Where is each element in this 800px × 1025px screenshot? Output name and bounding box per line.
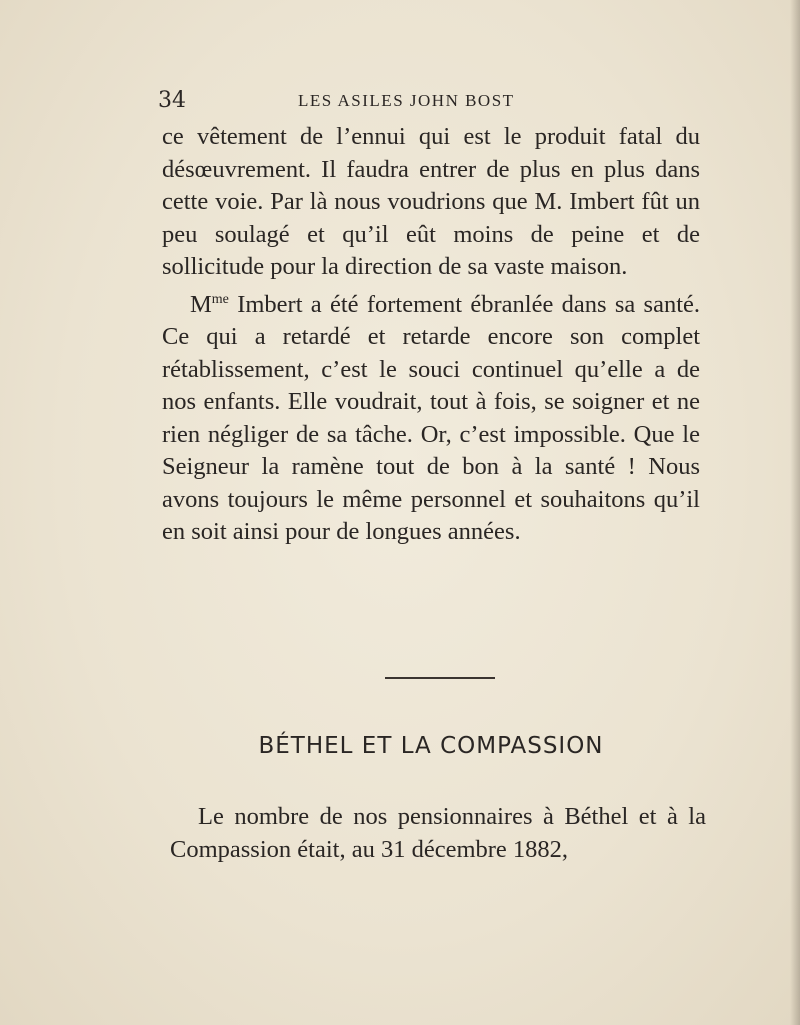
paragraph-madame-imbert (162, 284, 700, 549)
section-heading: BÉTHEL ET LA COMPASSION (258, 733, 604, 759)
section-paragraph: Le nombre de nos pensionnaires à Béthel et à la Compassion était, au 31 décembre 1882, (170, 803, 706, 863)
page-edge-shadow (790, 0, 800, 1025)
honorific-superscript: me (211, 291, 229, 307)
running-title: LES ASILES JOHN BOST (298, 91, 515, 110)
page-number: 34 (158, 88, 186, 113)
paragraph-continuation: ce vêtement de l’ennui qui est le produit fatal du désœuvrement. Il faudra entrer de plus en plus dans cette voie. Par là nous voudrions que M. Imbert fût un peu soulagé et qu’il eût moins de peine et de sollicitude pour la direction de sa vaste maison. (162, 123, 700, 280)
paragraph-text: Imbert a été fortement ébranlée dans sa santé. Ce qui a retardé et retarde encore son complet rétablissement, c’est le souci continuel qu’elle a de nos enfants. Elle voudrait, tout à fois, se soigner et ne rien négliger de sa tâche. Or, c’est impossible. Que le Seigneur la ramène tout de bon à la santé ! Nous avons toujours le même personnel et souhaitons qu’il en soit ainsi pour de longues années. (162, 290, 700, 545)
section-text (170, 801, 706, 866)
page-header (158, 88, 698, 118)
body-text (162, 121, 700, 549)
section-divider (385, 677, 495, 679)
honorific-prefix: M (190, 290, 212, 318)
